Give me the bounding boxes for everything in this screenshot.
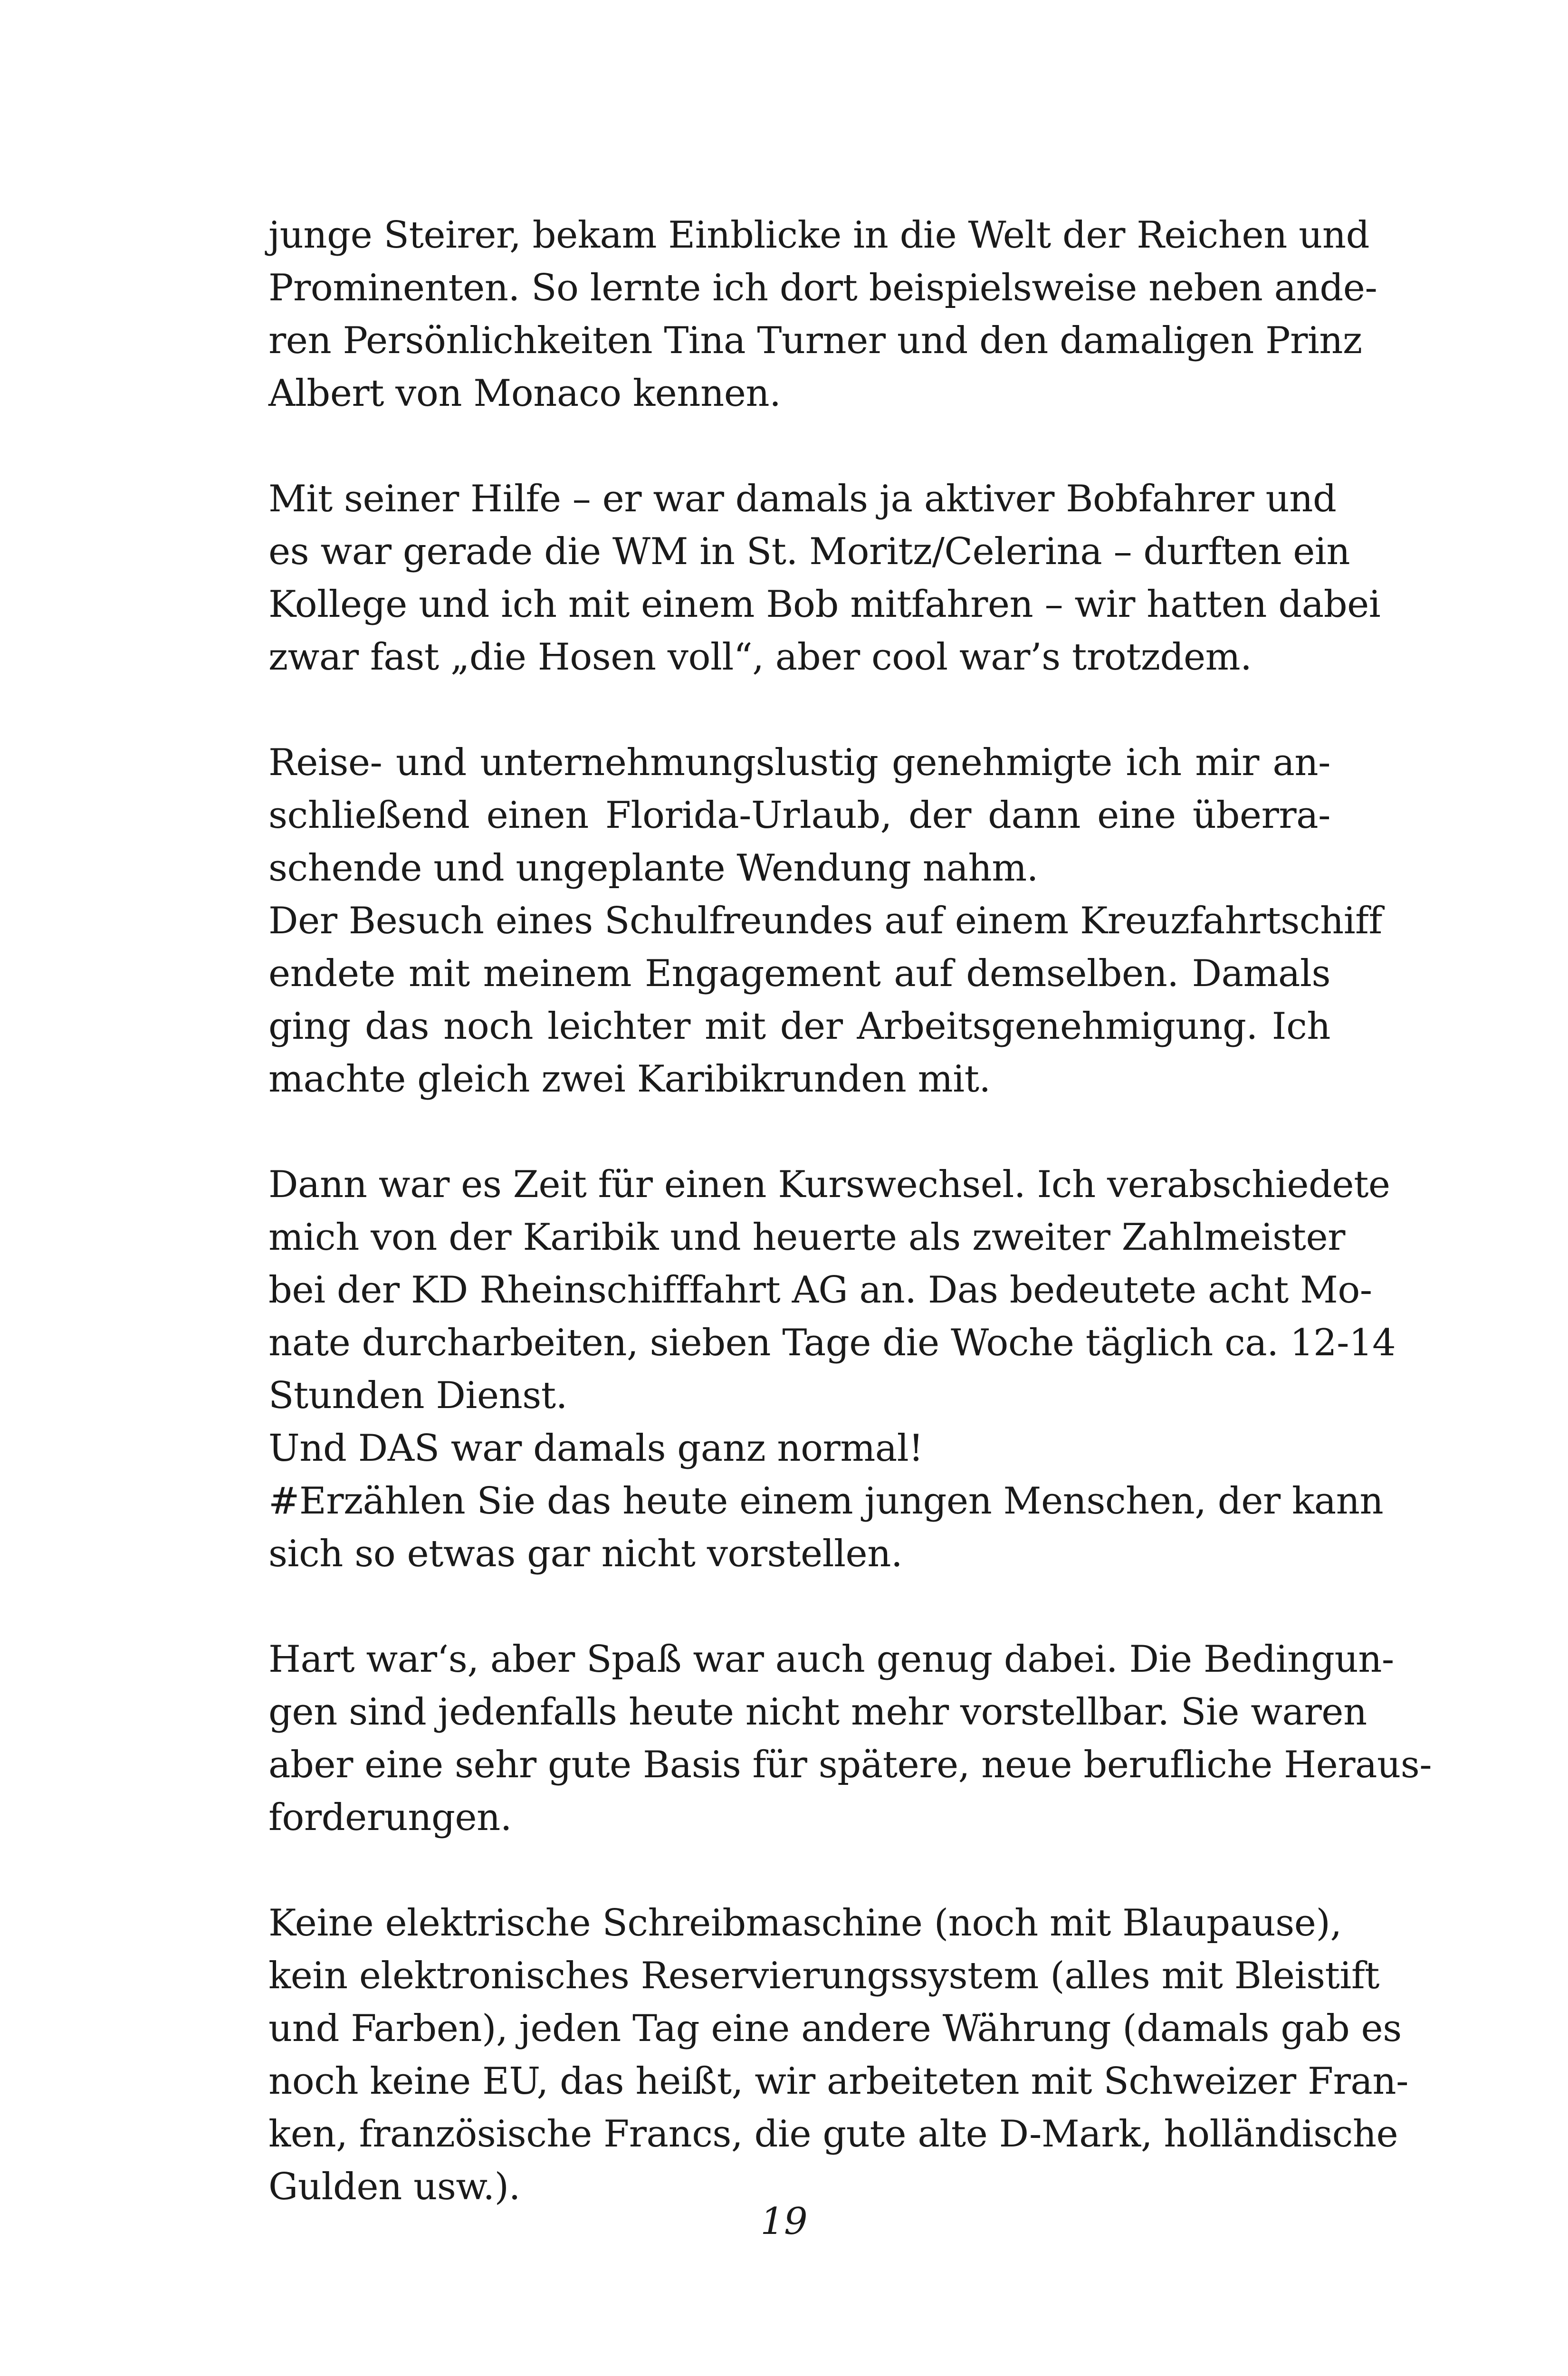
body-text xyxy=(268,209,1432,2213)
paragraph xyxy=(268,209,1377,420)
text-line: Der Besuch eines Schulfreundes auf einem Kreuzfahrtschiff xyxy=(268,900,1382,942)
page-number: 19 xyxy=(760,2200,808,2243)
paragraph xyxy=(268,737,1382,1106)
text-line: Prominenten. So lernte ich dort beispielsweise neben ande- xyxy=(268,267,1377,309)
text-line: Reise- und unternehmungslustig genehmigte ich mir an- xyxy=(268,741,1330,784)
text-line: Gulden usw.). xyxy=(268,2165,520,2208)
paragraph xyxy=(268,1633,1432,1844)
text-line: noch keine EU, das heißt, wir arbeiteten mit Schweizer Fran- xyxy=(268,2060,1408,2103)
text-line: ken, französische Francs, die gute alte D-Mark, holländische xyxy=(268,2113,1398,2156)
paragraph xyxy=(268,1897,1408,2213)
text-line: Hart war‘s, aber Spaß war auch genug dabei. Die Bedingun- xyxy=(268,1638,1394,1681)
text-line: mich von der Karibik und heuerte als zweiter Zahlmeister xyxy=(268,1216,1345,1259)
text-line: sich so etwas gar nicht vorstellen. xyxy=(268,1533,903,1575)
text-line: kein elektronisches Reservierungssystem (alles mit Bleistift xyxy=(268,1954,1380,1997)
text-line: es war gerade die WM in St. Moritz/Celerina – durften ein xyxy=(268,530,1350,573)
text-line: Dann war es Zeit für einen Kurswechsel. Ich verabschiedete xyxy=(268,1163,1390,1206)
text-line: Und DAS war damals ganz normal! xyxy=(268,1427,924,1470)
text-line: endete mit meinem Engagement auf demselben. Damals xyxy=(268,952,1330,995)
text-line: aber eine sehr gute Basis für spätere, neue berufliche Heraus- xyxy=(268,1744,1432,1786)
text-line: ging das noch leichter mit der Arbeitsgenehmigung. Ich xyxy=(268,1005,1330,1048)
paragraph-gap xyxy=(268,1581,1330,1633)
text-line: ren Persönlichkeiten Tina Turner und den damaligen Prinz xyxy=(268,319,1362,362)
paragraph-gap xyxy=(268,1844,1330,1897)
text-line: und Farben), jeden Tag eine andere Währung (damals gab es xyxy=(268,2007,1402,2050)
paragraph xyxy=(268,1159,1396,1581)
text-line: forderungen. xyxy=(268,1796,512,1839)
text-line: gen sind jedenfalls heute nicht mehr vorstellbar. Sie waren xyxy=(268,1691,1367,1734)
text-line: machte gleich zwei Karibikrunden mit. xyxy=(268,1058,991,1101)
paragraph xyxy=(268,473,1381,684)
text-line: zwar fast „die Hosen voll“, aber cool war’s trotzdem. xyxy=(268,636,1252,679)
text-line: nate durcharbeiten, sieben Tage die Woche täglich ca. 12-14 xyxy=(268,1322,1396,1364)
text-line: schende und ungeplante Wendung nahm. xyxy=(268,847,1038,890)
paragraph-gap xyxy=(268,684,1330,737)
text-line: #Erzählen Sie das heute einem jungen Menschen, der kann xyxy=(268,1480,1384,1523)
text-line: Kollege und ich mit einem Bob mitfahren – wir hatten dabei xyxy=(268,583,1381,626)
text-line: bei der KD Rheinschifffahrt AG an. Das bedeutete acht Mo- xyxy=(268,1269,1372,1312)
text-line: Stunden Dienst. xyxy=(268,1374,567,1417)
paragraph-gap xyxy=(268,420,1330,473)
paragraph-gap xyxy=(268,1106,1330,1159)
text-line: schließend einen Florida-Urlaub, der dann eine überra- xyxy=(268,794,1330,837)
text-line: Albert von Monaco kennen. xyxy=(268,372,781,415)
text-line: Mit seiner Hilfe – er war damals ja aktiver Bobfahrer und xyxy=(268,478,1337,520)
text-line: Keine elektrische Schreibmaschine (noch mit Blaupause), xyxy=(268,1902,1342,1945)
text-line: junge Steirer, bekam Einblicke in die Welt der Reichen und xyxy=(268,214,1370,257)
